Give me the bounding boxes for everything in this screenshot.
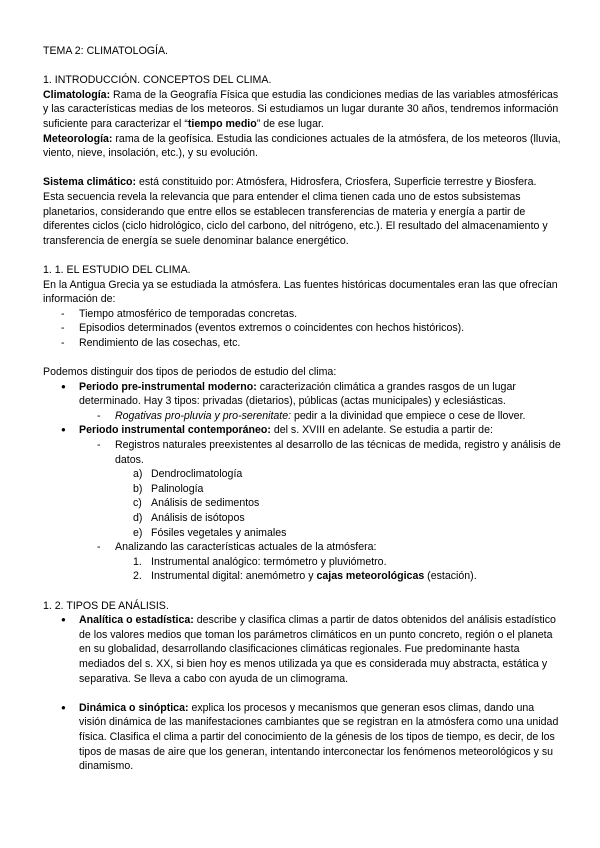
list-item: - Analizando las características actuales de la atmósfera: 1. Instrumental analógico: termómetro y pluviómetro. 2. Instrumental digital: anemómetro y cajas meteorológicas (estación). <box>115 540 563 584</box>
fuentes-list <box>43 307 563 351</box>
grecia-paragraph: En la Antigua Grecia ya se estudiada la atmósfera. Las fuentes históricas documentales eran las que ofrecían información de: <box>43 278 558 306</box>
list-item: - Tiempo atmosférico de temporadas concretas. <box>79 307 563 322</box>
periodos-intro: Podemos distinguir dos tipos de periodos de estudio del clima: <box>43 366 337 379</box>
list-item: b) Palinología <box>133 482 204 495</box>
instrumental-list <box>115 555 563 584</box>
meteorologia-definition: Meteorología: rama de la geofísica. Estudia las condiciones actuales de la atmósfera, de los meteoros (lluvia, viento, nieve, insolación, etc.), y su evolución. <box>43 132 561 160</box>
list-item: ● Periodo pre-instrumental moderno: caracterización climática a grandes rasgos de un lugar determinado. Hay 3 tipos: privadas (dietarios), públicas (actas municipales) y eclesiásticas. - Rogativas pro-pluvia y pro-serenitate: pedir a la divinidad que empiece o cese de llover. <box>79 380 563 424</box>
document-page <box>43 44 563 774</box>
document-title: TEMA 2: CLIMATOLOGÍA. <box>43 45 168 57</box>
climatologia-term: Climatología: <box>43 88 111 101</box>
section-1-heading: 1. INTRODUCCIÓN. CONCEPTOS DEL CLIMA. <box>43 74 272 87</box>
meteorologia-term: Meteorología: <box>43 132 113 145</box>
section-1-2-heading: 1. 2. TIPOS DE ANÁLISIS. <box>43 599 169 612</box>
list-item: c) Análisis de sedimentos <box>133 497 260 510</box>
list-item: 2. Instrumental digital: anemómetro y cajas meteorológicas (estación). <box>133 570 477 583</box>
analisis-list <box>43 613 563 686</box>
secuencia-paragraph: Esta secuencia revela la relevancia que para entender el clima tienen cada uno de estos subsistemas planetarios, considerando que entre ellos se establecen transferencias de materia y energía a partir de diferentes ciclos (ciclo hidrológico, ciclo del carbono, del nitrógeno, etc.). El resultado del almacenamiento y transferencia de energía se suele denominar balance energético. <box>43 190 548 247</box>
list-item: - Rendimiento de las cosechas, etc. <box>79 336 563 351</box>
analisis-list-2 <box>43 701 563 774</box>
list-item: e) Fósiles vegetales y animales <box>133 526 287 539</box>
list-item: ● Periodo instrumental contemporáneo: del s. XVIII en adelante. Se estudia a partir de: - Registros naturales preexistentes al desarrollo de las técnicas de medida, registro y análisis de datos. a) Dendroclimatología b) Palinología c) Análisis de sedimentos d) Análisis de isótopos e) Fósiles vegetales y animales - Analizando las características actuales de la atmósfera: 1. Instrumental analógico: termómetro y pluviómetro. 2. Instrumental digital: anemómetro y cajas meteorológicas (estación). <box>79 423 563 584</box>
list-item: ● Dinámica o sinóptica: explica los procesos y mecanismos que generan esos climas, dando una visión dinámica de las manifestaciones cambiantes que se registran en la atmósfera como una unidad física. Clasifica el clima a partir del conocimiento de la génesis de los tipos de tiempo, es decir, de los tipos de masas de aire que los generan, intentando interconectar los fenómenos meteorológicos y su dinamismo. <box>79 701 563 774</box>
climatologia-definition: Climatología: Rama de la Geografía Física que estudia las condiciones medias de las variables atmosféricas y las características medias de los meteoros. Si estudiamos un lugar durante 30 años, tendremos información suficiente para caracterizar el “tiempo medio” de ese lugar. <box>43 88 559 130</box>
list-item: - Episodios determinados (eventos extremos o coincidentes con hechos históricos). <box>79 321 563 336</box>
registros-list <box>115 467 563 540</box>
section-1-1-heading: 1. 1. EL ESTUDIO DEL CLIMA. <box>43 263 191 276</box>
list-item: - Rogativas pro-pluvia y pro-serenitate: pedir a la divinidad que empiece o cese de llover. <box>115 409 563 424</box>
periodos-list <box>43 380 563 584</box>
list-item: d) Análisis de isótopos <box>133 512 245 524</box>
list-item: - Registros naturales preexistentes al desarrollo de las técnicas de medida, registro y análisis de datos. a) Dendroclimatología b) Palinología c) Análisis de sedimentos d) Análisis de isótopos e) Fósiles vegetales y animales <box>115 438 563 540</box>
list-item: 1. Instrumental analógico: termómetro y pluviómetro. <box>133 555 387 568</box>
list-item: ● Analítica o estadística: describe y clasifica climas a partir de datos obtenidos del análisis estadístico de los valores medios que toman los parámetros climáticos en un punto concreto, región o el planeta en su globalidad, desarrollando clasificaciones climáticas regionales. Fue predominante hasta mediados del s. XX, si bien hoy es menos utilizada ya que es considerada muy abstracta, estática y separativa. Se lleva a cabo con ayuda de un climograma. <box>79 613 563 686</box>
list-item: a) Dendroclimatología <box>133 468 243 481</box>
sistema-climatico-definition: Sistema climático: está constituido por: Atmósfera, Hidrosfera, Criosfera, Superficie terrestre y Biosfera. <box>43 176 537 189</box>
sistema-term: Sistema climático: <box>43 176 137 189</box>
